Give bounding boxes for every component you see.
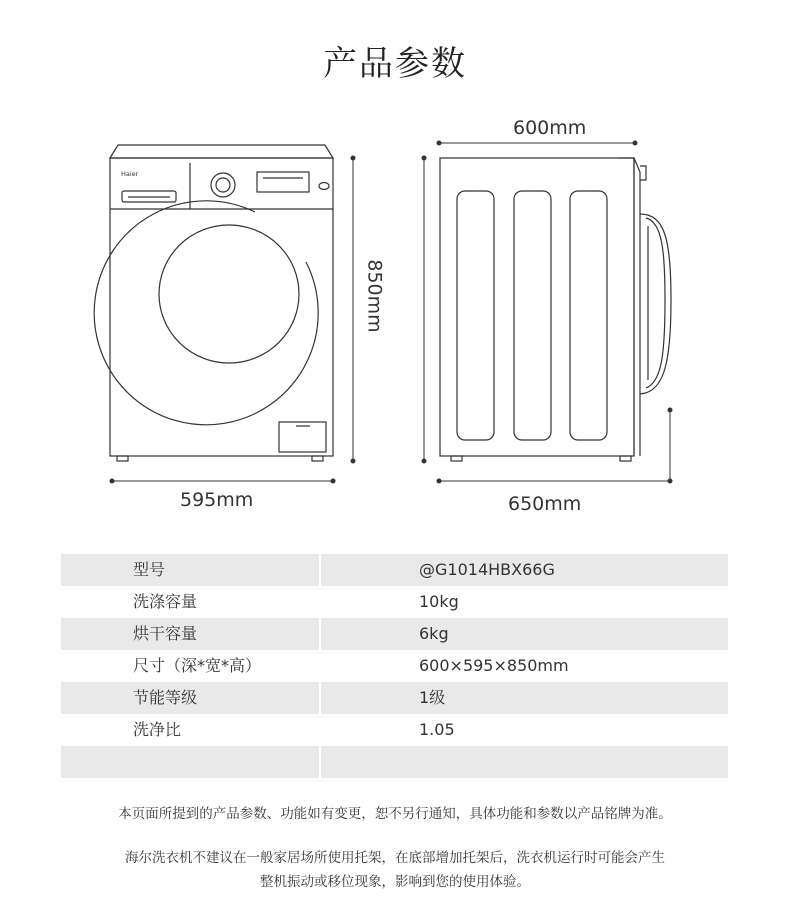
spec-row-wash-ratio xyxy=(61,714,728,746)
spec-row-wash-capacity xyxy=(61,586,728,618)
dimension-depth-bottom: 650mm xyxy=(508,493,582,515)
dimension-width-front: 595mm xyxy=(180,489,254,511)
dimension-height: 850mm xyxy=(363,259,386,333)
spec-label: 洗净比 xyxy=(133,720,182,739)
spec-table xyxy=(61,554,728,778)
spec-row-model xyxy=(61,554,728,586)
spec-value: 6kg xyxy=(321,618,728,650)
spec-value: 1级 xyxy=(321,682,728,714)
spec-value: @G1014HBX66G xyxy=(321,554,728,586)
spec-row-empty xyxy=(61,746,728,778)
spec-label: 型号 xyxy=(61,554,319,586)
spec-label: 洗涤容量 xyxy=(133,592,198,611)
spec-label: 尺寸（深*宽*高） xyxy=(133,656,262,675)
spec-value: 1.05 xyxy=(419,720,455,739)
spec-label: 节能等级 xyxy=(61,682,319,714)
washer-front-view xyxy=(94,145,333,461)
spec-value: 10kg xyxy=(419,592,459,611)
bracket-warning-line-2: 整机振动或移位现象，影响到您的使用体验。 xyxy=(260,874,530,890)
spec-value: 600×595×850mm xyxy=(419,656,569,675)
spec-row-dry-capacity xyxy=(61,618,728,650)
disclaimer-note: 本页面所提到的产品参数、功能如有变更，恕不另行通知，具体功能和参数以产品铭牌为准。 xyxy=(118,806,672,822)
spec-row-size xyxy=(61,650,728,682)
dimension-lines xyxy=(110,141,672,483)
bracket-warning-line-1: 海尔洗衣机不建议在一般家居场所使用托架，在底部增加托架后，洗衣机运行时可能会产生 xyxy=(125,850,665,866)
spec-row-energy-grade xyxy=(61,682,728,714)
brand-logo: Haier xyxy=(121,170,139,178)
washer-side-view xyxy=(440,158,671,461)
dimension-depth-top: 600mm xyxy=(513,117,587,139)
spec-label xyxy=(61,746,319,778)
page-title: 产品参数 xyxy=(323,44,467,84)
spec-value xyxy=(321,746,728,778)
spec-label: 烘干容量 xyxy=(61,618,319,650)
